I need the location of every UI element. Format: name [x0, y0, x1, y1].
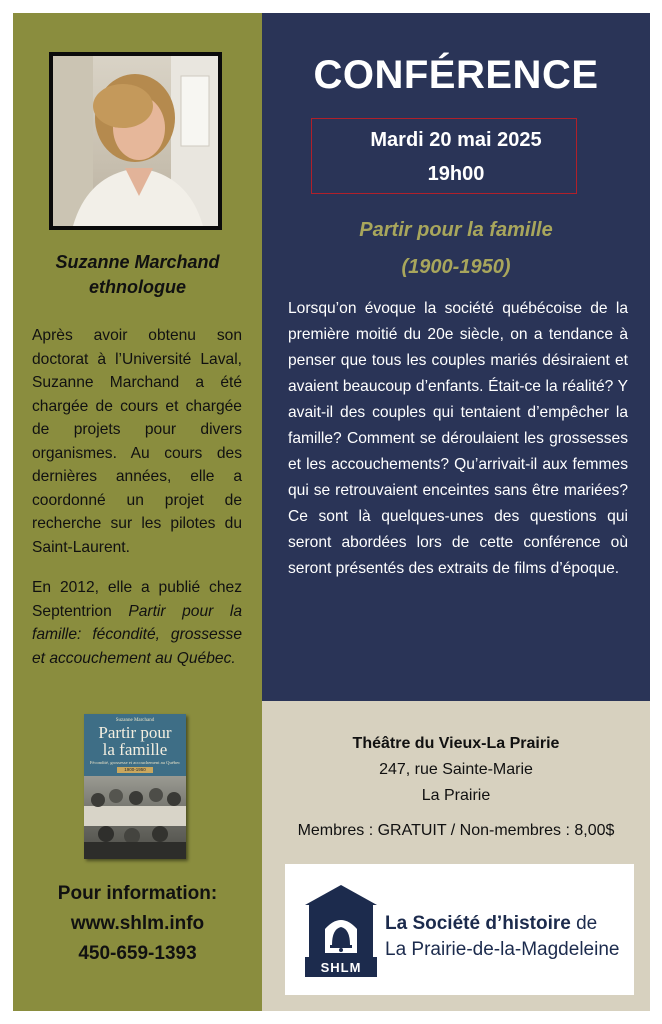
shlm-abbreviation: SHLM	[320, 960, 362, 975]
speaker-photo-frame	[49, 52, 222, 230]
venue-name: Théâtre du Vieux-La Prairie	[352, 735, 560, 752]
speaker-name: Suzanne Marchand	[55, 252, 220, 272]
society-name-bold: La Société d’histoire	[385, 913, 571, 934]
society-name-de: de	[570, 913, 598, 934]
website-link[interactable]: www.shlm.info	[70, 913, 205, 934]
book-dates: 1900-1950	[117, 767, 153, 773]
shlm-logo	[285, 864, 634, 995]
venue-city: La Prairie	[421, 787, 491, 804]
book-cover-photo	[84, 776, 186, 859]
info-heading: Pour information:	[57, 883, 218, 904]
event-subject-line-1: Partir pour la famille	[359, 219, 553, 241]
book-title	[84, 724, 186, 758]
speaker-bio-paragraph-2	[32, 576, 242, 670]
book-subtitle: Fécondité, grossesse et accouchement au Québec	[89, 760, 181, 765]
venue-address: 247, rue Sainte-Marie	[379, 761, 533, 778]
speaker-photo	[53, 56, 218, 226]
book-title-line-1: Partir pour	[98, 723, 172, 742]
event-title: CONFÉRENCE	[313, 53, 599, 97]
phone-number[interactable]: 450-659-1393	[78, 943, 197, 964]
event-subject-line-2: (1900-1950)	[401, 256, 511, 278]
speaker-role: ethnologue	[89, 277, 186, 297]
book-cover	[84, 714, 186, 859]
event-description: Lorsqu’on évoque la société québécoise de la première moitié du 20e siècle, on a tendance à penser que tous les couples mariés désiraient et avaient beaucoup d’enfants. Était-ce la réalité? Y avait-il des couples qui tentaient d’empêcher la famille? Comment se déroulaient les grossesses et les accouchements? Qu’arrivait-il aux femmes qui se retrouvaient enceintes sans être mariées? Ce sont là quelques-unes des questions qui seront abordées lors de cette conférence où seront présentés des extraits de films d’époque.	[288, 300, 628, 577]
bio-lead-text: En 2012, elle a publié chez Septentrion	[32, 579, 242, 620]
event-time: 19h00	[427, 163, 485, 185]
admission-prices: Membres : GRATUIT / Non-membres : 8,00$	[297, 822, 615, 839]
society-name-line-1	[385, 912, 597, 936]
event-date: Mardi 20 mai 2025	[370, 129, 542, 151]
society-name-line-2: La Prairie-de-la-Magdeleine	[385, 939, 620, 960]
speaker-bio-paragraph-1: Après avoir obtenu son doctorat à l’Université Laval, Suzanne Marchand a été chargée de cours et chargée de projets pour divers organismes. Au cours des dernières années, elle a coordonné un projet de recherche sur les pilotes du Saint-Laurent.	[32, 327, 242, 556]
bell-tower-icon	[303, 883, 379, 977]
book-author: Suzanne Marchand	[115, 718, 155, 723]
speaker-name-block	[13, 250, 262, 300]
book-title-italic: Partir pour la famille: fécondité, grossesse et accouchement au Québec.	[32, 602, 242, 667]
book-title-line-2: la famille	[102, 740, 168, 759]
